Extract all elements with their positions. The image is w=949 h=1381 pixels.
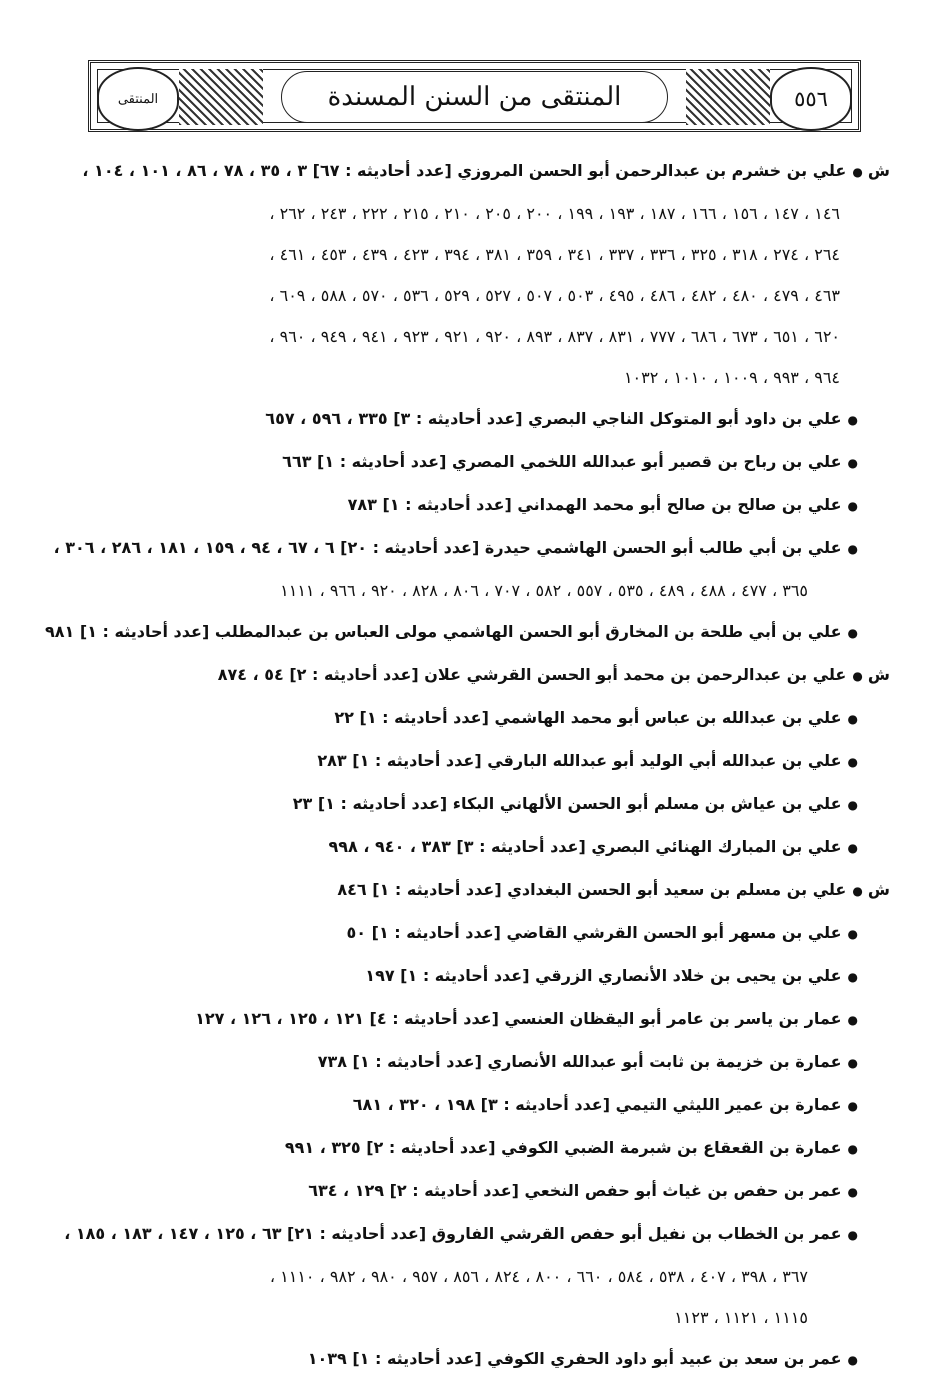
entry-continuation: ١٤٦ ، ١٤٧ ، ١٥٦ ، ١٦٦ ، ١٨٧ ، ١٩٣ ، ١٩٩ ، ٢٠٠ ، ٢٠٥ ، ٢١٠ ، ٢١٥ ، ٢٢٢ ، ٢٤٣ ، ٢٦٢ ، bbox=[269, 204, 840, 223]
entry-text: ●علي بن عياش بن مسلم أبو الحسن الألهاني البكاء [عدد أحاديثه : ١] ٢٣ bbox=[292, 794, 858, 813]
bullet-icon: ● bbox=[847, 626, 858, 640]
bullet-icon: ● bbox=[847, 1056, 858, 1070]
bullet-icon: ● bbox=[847, 1099, 858, 1113]
ornament-right bbox=[686, 69, 770, 125]
narrator-entry bbox=[90, 869, 890, 912]
entry-text: ●علي بن عبدالله بن عباس أبو محمد الهاشمي [عدد أحاديثه : ١] ٢٢ bbox=[334, 708, 858, 727]
narrator-entry bbox=[90, 955, 890, 998]
entry-continuation: ٦٢٠ ، ٦٥١ ، ٦٧٣ ، ٦٨٦ ، ٧٧٧ ، ٨٣١ ، ٨٣٧ ، ٨٩٣ ، ٩٢٠ ، ٩٢١ ، ٩٢٣ ، ٩٤١ ، ٩٤٩ ، ٩٦٠ ، bbox=[269, 327, 840, 346]
bullet-icon: ● bbox=[847, 456, 858, 470]
narrator-entry bbox=[90, 654, 890, 697]
narrator-entry bbox=[90, 1127, 890, 1170]
entry-text: ش ●علي بن عبدالرحمن بن محمد أبو الحسن القرشي علان [عدد أحاديثه : ٢] ٥٤ ، ٨٧٤ bbox=[217, 665, 890, 684]
shaykh-marker: ش bbox=[867, 880, 890, 899]
bullet-icon: ● bbox=[847, 413, 858, 427]
bullet-icon: ● bbox=[847, 542, 858, 556]
narrator-entry bbox=[90, 697, 890, 740]
seal-text: المنتقى bbox=[117, 91, 159, 107]
narrator-entry bbox=[82, 150, 890, 398]
bullet-icon: ● bbox=[847, 1013, 858, 1027]
book-title-box bbox=[281, 71, 668, 123]
book-title: المنتقى من السنن المسندة bbox=[327, 82, 622, 112]
narrator-entry bbox=[90, 1041, 890, 1084]
entry-text: ش ●علي بن خشرم بن عبدالرحمن أبو الحسن المروزي [عدد أحاديثه : ٦٧] ٣ ، ٣٥ ، ٧٨ ، ٨٦ ، ١٠١ ، ١٠٤ ، bbox=[82, 161, 890, 180]
entry-text: ●علي بن مسهر أبو الحسن القرشي القاضي [عدد أحاديثه : ١] ٥٠ bbox=[346, 923, 858, 942]
entry-text: ●عمارة بن عمير الليثي التيمي [عدد أحاديثه : ٣] ١٩٨ ، ٣٢٠ ، ٦٨١ bbox=[352, 1095, 858, 1114]
entry-text: ●عمارة بن القعقاع بن شبرمة الضبي الكوفي [عدد أحاديثه : ٢] ٣٢٥ ، ٩٩١ bbox=[284, 1138, 858, 1157]
entry-continuation: ١١١٥ ، ١١٢١ ، ١١٢٣ bbox=[674, 1308, 808, 1327]
book-seal bbox=[97, 67, 179, 131]
page-number: ٥٥٦ bbox=[770, 67, 852, 131]
entry-text: ●عمر بن حفص بن غياث أبو حفص النخعي [عدد أحاديثه : ٢] ١٢٩ ، ٦٣٤ bbox=[308, 1181, 858, 1200]
bullet-icon: ● bbox=[847, 1353, 858, 1367]
bullet-icon: ● bbox=[847, 841, 858, 855]
narrator-entry bbox=[90, 1084, 890, 1127]
bullet-icon: ● bbox=[847, 970, 858, 984]
narrator-index-list bbox=[45, 150, 890, 1381]
entry-text: ●علي بن المبارك الهنائي البصري [عدد أحاديثه : ٣] ٣٨٣ ، ٩٤٠ ، ٩٩٨ bbox=[328, 837, 858, 856]
entry-text: ●علي بن صالح بن صالح أبو محمد الهمداني [عدد أحاديثه : ١] ٧٨٣ bbox=[347, 495, 858, 514]
bullet-icon: ● bbox=[852, 669, 863, 683]
bullet-icon: ● bbox=[847, 712, 858, 726]
shaykh-marker: ش bbox=[867, 161, 890, 180]
bullet-icon: ● bbox=[852, 884, 863, 898]
entry-continuation: ٢٦٤ ، ٢٧٤ ، ٣١٨ ، ٣٢٥ ، ٣٣٦ ، ٣٣٧ ، ٣٤١ ، ٣٥٩ ، ٣٨١ ، ٣٩٤ ، ٤٢٣ ، ٤٣٩ ، ٤٥٣ ، ٤٦١ ، bbox=[269, 245, 840, 264]
bullet-icon: ● bbox=[847, 1228, 858, 1242]
entry-text: ●علي بن داود أبو المتوكل الناجي البصري [عدد أحاديثه : ٣] ٣٣٥ ، ٥٩٦ ، ٦٥٧ bbox=[265, 409, 858, 428]
narrator-entry bbox=[90, 1338, 890, 1381]
entry-text: ش ●علي بن مسلم بن سعيد أبو الحسن البغدادي [عدد أحاديثه : ١] ٨٤٦ bbox=[337, 880, 890, 899]
shaykh-marker: ش bbox=[867, 665, 890, 684]
entry-continuation: ٣٦٥ ، ٤٧٧ ، ٤٨٨ ، ٤٨٩ ، ٥٣٥ ، ٥٥٧ ، ٥٨٢ ، ٧٠٧ ، ٨٠٦ ، ٨٢٨ ، ٩٢٠ ، ٩٦٦ ، ١١١١ bbox=[280, 581, 808, 600]
entry-text: ●عمار بن ياسر بن عامر أبو اليقظان العنسي [عدد أحاديثه : ٤] ١٢١ ، ١٢٥ ، ١٢٦ ، ١٢٧ bbox=[195, 1009, 858, 1028]
entry-text: ●علي بن عبدالله أبي الوليد أبو عبدالله البارقي [عدد أحاديثه : ١] ٢٨٣ bbox=[317, 751, 858, 770]
narrator-entry bbox=[90, 740, 890, 783]
entry-text: ●عمر بن الخطاب بن نفيل أبو حفص القرشي الفاروق [عدد أحاديثه : ٢١] ٦٣ ، ١٢٥ ، ١٤٧ ، ١٨٣ ، ١٨٥ ، bbox=[64, 1224, 858, 1243]
narrator-entry bbox=[90, 484, 890, 527]
entry-continuation: ٤٦٣ ، ٤٧٩ ، ٤٨٠ ، ٤٨٢ ، ٤٨٦ ، ٤٩٥ ، ٥٠٣ ، ٥٠٧ ، ٥٢٧ ، ٥٢٩ ، ٥٣٦ ، ٥٧٠ ، ٥٨٨ ، ٦٠٩ ، bbox=[269, 286, 840, 305]
narrator-entry bbox=[90, 783, 890, 826]
bullet-icon: ● bbox=[852, 165, 863, 179]
narrator-entry bbox=[90, 1170, 890, 1213]
narrator-entry bbox=[90, 998, 890, 1041]
bullet-icon: ● bbox=[847, 499, 858, 513]
page-header bbox=[88, 60, 861, 132]
narrator-entry bbox=[90, 826, 890, 869]
narrator-entry bbox=[90, 912, 890, 955]
entry-text: ●عمارة بن خزيمة بن ثابت أبو عبدالله الأنصاري [عدد أحاديثه : ١] ٧٣٨ bbox=[317, 1052, 858, 1071]
bullet-icon: ● bbox=[847, 927, 858, 941]
bullet-icon: ● bbox=[847, 755, 858, 769]
entry-text: ●عمر بن سعد بن عبيد أبو داود الحفري الكوفي [عدد أحاديثه : ١] ١٠٣٩ bbox=[307, 1349, 858, 1368]
entry-text: ●علي بن رباح بن قصير أبو عبدالله اللخمي المصري [عدد أحاديثه : ١] ٦٦٣ bbox=[282, 452, 858, 471]
entry-continuation: ٩٦٤ ، ٩٩٣ ، ١٠٠٩ ، ١٠١٠ ، ١٠٣٢ bbox=[623, 368, 840, 387]
bullet-icon: ● bbox=[847, 1185, 858, 1199]
bullet-icon: ● bbox=[847, 798, 858, 812]
entry-continuation: ٣٦٧ ، ٣٩٨ ، ٤٠٧ ، ٥٣٨ ، ٥٨٤ ، ٦٦٠ ، ٨٠٠ ، ٨٢٤ ، ٨٥٦ ، ٩٥٧ ، ٩٨٠ ، ٩٨٢ ، ١١١٠ ، bbox=[269, 1267, 808, 1286]
entry-text: ●علي بن يحيى بن خلاد الأنصاري الزرقي [عدد أحاديثه : ١] ١٩٧ bbox=[365, 966, 858, 985]
bullet-icon: ● bbox=[847, 1142, 858, 1156]
entry-text: ●علي بن أبي طلحة بن المخارق أبو الحسن الهاشمي مولى العباس بن عبدالمطلب [عدد أحاديثه : ١] ٩٨١ bbox=[45, 622, 858, 641]
narrator-entry bbox=[90, 398, 890, 441]
narrator-entry bbox=[64, 1213, 890, 1338]
narrator-entry bbox=[90, 441, 890, 484]
narrator-entry bbox=[45, 611, 890, 654]
entry-text: ●علي بن أبي طالب أبو الحسن الهاشمي حيدرة [عدد أحاديثه : ٢٠] ٦ ، ٦٧ ، ٩٤ ، ١٥٩ ، ١٨١ ، ٢٨٦ ، ٣٠٦ ، bbox=[53, 538, 858, 557]
narrator-entry bbox=[53, 527, 890, 611]
ornament-left bbox=[179, 69, 263, 125]
